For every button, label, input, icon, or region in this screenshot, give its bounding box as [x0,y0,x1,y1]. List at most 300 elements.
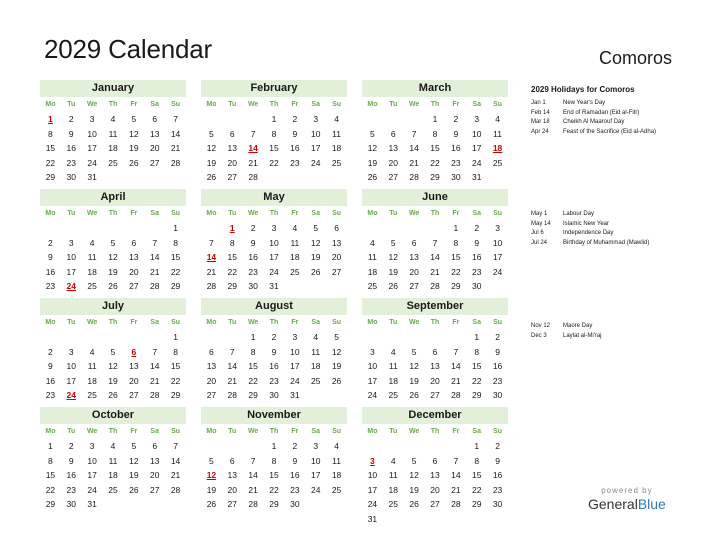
day-cell: 12 [409,361,419,371]
day-cell: 11 [332,128,341,139]
day-cell: 9 [474,237,480,248]
weekday-label: Sa [472,210,481,217]
day-cell: 19 [129,143,139,153]
month-february [201,80,347,185]
day-cell: 19 [129,470,139,480]
holiday-name: End of Ramadan (Eid al-Fitr) [563,109,640,116]
day-cell: 25 [108,157,118,168]
month-september [362,298,508,403]
day-cell: 30 [492,499,503,509]
day-cell: 26 [388,281,398,291]
month-march [362,80,508,185]
day-cell: 3 [89,114,95,124]
day-cell: 17 [87,470,97,480]
day-cell: 27 [129,390,139,400]
day-cell: 4 [110,441,116,451]
day-cell: 31 [471,172,482,182]
day-cell: 1 [48,441,53,451]
day-cell: 12 [367,143,378,153]
weekday-label: Sa [311,428,320,435]
holiday-date: Apr 24 [531,128,549,135]
day-cell: 29 [45,172,56,182]
day-cell: 10 [471,128,482,139]
weekday-label: Su [332,319,342,326]
empty-day-cell [362,221,383,236]
day-cell: 13 [430,470,440,480]
day-cell: 27 [206,390,217,400]
day-cell: 25 [310,375,321,386]
day-cell: 8 [229,237,235,248]
empty-day-cell [445,512,466,527]
day-cell: 26 [206,499,217,509]
day-cell: 9 [292,455,298,466]
day-cell: 2 [250,223,256,233]
day-cell: 9 [453,128,459,139]
day-cell: 3 [68,346,74,357]
day-cell: 10 [492,237,503,248]
day-cell: 14 [149,361,160,371]
day-cell: 11 [493,128,502,139]
week-row [40,170,186,185]
day-cell: 24 [367,390,378,400]
weekday-label: Fr [130,319,138,326]
holiday-group [531,99,656,137]
empty-day-cell [383,330,404,345]
empty-day-cell [82,330,103,345]
empty-day-cell [404,221,425,236]
day-cell: 18 [87,375,97,386]
week-row [201,497,347,512]
week-row [40,345,186,360]
empty-day-cell [165,497,186,512]
week-row [201,156,347,171]
week-row [201,345,347,360]
day-cell: 4 [89,346,95,357]
day-cell: 28 [170,157,181,168]
weekday-label: Tu [389,319,398,326]
day-cell: 12 [108,361,118,371]
empty-day-cell [201,221,222,236]
day-cell: 28 [451,499,461,509]
day-cell: 17 [471,143,482,153]
weekday-label: Mo [367,101,378,108]
empty-day-cell [326,279,347,294]
day-cell: 5 [313,223,319,233]
day-cell: 8 [173,346,178,357]
weekday-label: Sa [311,101,320,108]
day-cell: 7 [152,346,158,357]
weekday-header-row [362,97,508,112]
day-cell: 6 [411,237,417,248]
day-cell: 21 [170,143,181,153]
week-row [201,439,347,454]
day-cell: 15 [227,252,237,262]
day-cell: 5 [390,237,396,248]
week-row [201,359,347,374]
week-row [40,250,186,265]
holiday-day-cell: 1 [48,114,53,124]
day-cell: 16 [492,361,503,371]
holiday-entry [531,239,649,249]
day-cell: 4 [334,114,339,124]
day-cell: 10 [367,470,378,480]
weekday-label: Sa [150,210,159,217]
day-cell: 14 [451,470,461,480]
day-cell: 18 [388,484,398,495]
weekday-header-row [201,315,347,330]
weekday-label: Mo [206,101,217,108]
empty-day-cell [103,497,124,512]
day-cell: 10 [290,346,300,357]
day-cell: 21 [227,375,237,386]
day-cell: 29 [170,281,181,291]
day-cell: 6 [152,114,158,124]
day-cell: 1 [474,441,480,451]
day-cell: 16 [290,143,300,153]
day-cell: 23 [269,375,279,386]
day-cell: 19 [388,266,398,277]
day-cell: 13 [129,361,139,371]
day-cell: 15 [451,252,461,262]
week-row [362,439,508,454]
day-cell: 23 [290,157,300,168]
day-cell: 22 [45,157,56,168]
empty-day-cell [305,279,326,294]
day-cell: 7 [432,237,438,248]
weekday-label: Mo [367,428,378,435]
day-cell: 4 [292,223,298,233]
day-cell: 8 [173,237,178,248]
empty-day-cell [61,330,82,345]
day-cell: 16 [248,252,258,262]
week-row [201,374,347,389]
day-cell: 1 [173,332,178,342]
day-cell: 16 [45,375,56,386]
day-cell: 4 [390,455,396,466]
day-cell: 8 [48,455,53,466]
day-cell: 22 [430,157,440,168]
empty-day-cell [123,170,144,185]
day-cell: 10 [367,361,378,371]
day-cell: 23 [248,266,258,277]
day-cell: 21 [170,470,181,480]
day-cell: 15 [170,252,181,262]
day-cell: 17 [269,252,279,262]
page-title: 2029 Calendar [44,34,212,64]
week-row [40,497,186,512]
day-cell: 29 [269,499,279,509]
weekday-label: Mo [367,319,378,326]
country-name: Comoros [598,48,672,68]
weekday-label: Fr [130,210,138,217]
day-cell: 10 [87,455,97,466]
day-cell: 12 [108,252,118,262]
day-cell: 28 [451,390,461,400]
day-cell: 6 [390,128,396,139]
empty-day-cell [103,221,124,236]
day-cell: 6 [152,441,158,451]
empty-day-cell [383,112,404,127]
day-cell: 19 [206,157,217,168]
day-cell: 14 [430,252,440,262]
day-cell: 6 [229,128,235,139]
month-january [40,80,186,185]
holiday-day-cell: 18 [492,143,503,153]
week-row [40,468,186,483]
weekday-label: Th [269,428,279,435]
week-row [40,483,186,498]
empty-day-cell [425,221,446,236]
holiday-date: Feb 14 [531,109,550,116]
day-cell: 23 [492,375,503,386]
weekday-label: Fr [452,428,460,435]
holiday-name: Feast of the Sacrifice (Eid al-Adha) [563,128,657,135]
empty-day-cell [243,439,264,454]
day-cell: 13 [227,143,237,153]
weekday-label: Sa [150,101,159,108]
empty-day-cell [362,112,383,127]
weekday-label: Su [171,428,181,435]
empty-day-cell [222,112,243,127]
empty-day-cell [425,330,446,345]
empty-day-cell [487,512,508,527]
month-name: November [201,407,347,424]
empty-day-cell [222,330,243,345]
weekday-label: Th [108,210,118,217]
month-name: October [40,407,186,424]
day-cell: 16 [451,143,461,153]
day-cell: 28 [430,281,440,291]
week-row [201,250,347,265]
empty-day-cell [425,512,446,527]
week-row [362,388,508,403]
day-cell: 21 [206,266,217,277]
day-cell: 21 [248,157,258,168]
day-cell: 8 [453,237,459,248]
day-cell: 27 [331,266,342,277]
week-row [201,454,347,469]
weekday-header-row [201,206,347,221]
day-cell: 9 [271,346,277,357]
week-row [362,345,508,360]
day-cell: 15 [471,470,482,480]
day-cell: 9 [495,455,500,466]
day-cell: 17 [290,361,300,371]
day-cell: 19 [108,266,118,277]
day-cell: 21 [149,375,160,386]
day-cell: 22 [269,484,279,495]
empty-day-cell [326,170,347,185]
day-cell: 20 [388,157,398,168]
day-cell: 3 [495,223,500,233]
empty-day-cell [404,439,425,454]
day-cell: 22 [471,484,482,495]
day-cell: 25 [108,484,118,495]
day-cell: 26 [310,266,321,277]
day-cell: 29 [471,499,482,509]
day-cell: 25 [87,390,97,400]
day-cell: 25 [492,157,503,168]
empty-day-cell [305,388,326,403]
day-cell: 2 [453,114,459,124]
day-cell: 1 [250,332,256,342]
weekday-label: Mo [206,428,217,435]
day-cell: 7 [453,346,459,357]
day-cell: 16 [66,470,76,480]
weekday-label: Fr [291,428,299,435]
month-october [40,407,186,512]
week-row [201,330,347,345]
weekday-header-row [362,424,508,439]
week-row [201,483,347,498]
holiday-date: Jul 6 [531,230,544,236]
week-row [201,279,347,294]
weekday-label: Tu [228,319,237,326]
month-name: July [40,298,186,315]
day-cell: 9 [495,346,500,357]
day-cell: 27 [430,499,440,509]
empty-day-cell [103,330,124,345]
day-cell: 5 [209,455,214,466]
day-cell: 23 [66,484,76,495]
holiday-entry [531,220,649,230]
month-name: February [201,80,347,97]
week-row [40,236,186,251]
weekday-header-row [362,206,508,221]
day-cell: 2 [495,441,500,451]
day-cell: 11 [87,361,97,371]
day-cell: 15 [45,470,56,480]
empty-day-cell [487,279,508,294]
holiday-entry [531,128,656,138]
day-cell: 30 [471,281,482,291]
day-cell: 14 [170,128,181,139]
day-cell: 12 [310,237,321,248]
day-cell: 5 [411,346,417,357]
weekday-label: Fr [130,101,138,108]
day-cell: 22 [471,375,482,386]
day-cell: 31 [87,172,97,182]
day-cell: 23 [290,484,300,495]
day-cell: 21 [409,157,419,168]
weekday-label: We [247,101,259,108]
day-cell: 4 [89,237,95,248]
day-cell: 27 [430,390,440,400]
day-cell: 16 [66,143,76,153]
day-cell: 31 [87,499,97,509]
day-cell: 4 [495,114,500,124]
weekday-label: We [86,101,98,108]
day-cell: 25 [367,281,378,291]
weekday-header-row [201,424,347,439]
week-row [362,468,508,483]
day-cell: 2 [292,441,298,451]
day-cell: 20 [430,484,440,495]
day-cell: 13 [388,143,398,153]
day-cell: 28 [206,281,217,291]
month-name: September [362,298,508,315]
day-cell: 28 [227,390,237,400]
day-cell: 8 [271,128,277,139]
day-cell: 26 [409,499,419,509]
holiday-entry [531,109,656,119]
empty-day-cell [404,112,425,127]
week-row [362,483,508,498]
day-cell: 13 [430,361,440,371]
day-cell: 6 [229,455,235,466]
weekday-label: Mo [45,428,56,435]
holiday-name: New Year's Day [563,100,606,106]
day-cell: 6 [131,237,137,248]
weekday-label: Th [269,101,279,108]
holiday-day-cell: 6 [131,346,137,357]
day-cell: 14 [149,252,160,262]
day-cell: 11 [368,252,377,262]
day-cell: 3 [68,237,74,248]
weekday-label: Su [493,319,503,326]
day-cell: 27 [129,281,139,291]
empty-day-cell [445,439,466,454]
day-cell: 11 [388,470,398,480]
empty-day-cell [487,170,508,185]
empty-day-cell [362,439,383,454]
empty-day-cell [404,512,425,527]
holiday-name: Islamic New Year [563,220,610,227]
day-cell: 26 [409,390,419,400]
day-cell: 22 [170,375,181,386]
day-cell: 2 [292,114,298,124]
day-cell: 12 [388,252,398,262]
weekday-label: We [408,101,420,108]
day-cell: 25 [388,390,398,400]
weekday-label: Sa [472,428,481,435]
month-name: December [362,407,508,424]
weekday-label: Mo [45,319,56,326]
weekday-label: Mo [206,319,217,326]
weekday-label: Mo [367,210,378,217]
week-row [362,374,508,389]
day-cell: 4 [370,237,375,248]
holiday-name: Birthday of Muhammad (Mawlid) [563,239,650,246]
week-row [362,330,508,345]
weekday-label: Tu [389,428,398,435]
day-cell: 24 [87,157,97,168]
day-cell: 26 [206,172,217,182]
holiday-name: Cheikh Al Maarouf Day [563,119,625,125]
weekday-label: Su [332,210,342,217]
day-cell: 7 [209,237,214,248]
empty-day-cell [445,330,466,345]
month-june [362,189,508,294]
weekday-label: Th [269,319,279,326]
empty-day-cell [123,221,144,236]
holiday-name: Independence Day [563,230,614,236]
day-cell: 15 [430,143,440,153]
day-cell: 18 [331,143,342,153]
day-cell: 6 [209,346,214,357]
day-cell: 17 [492,252,503,262]
day-cell: 27 [227,499,237,509]
day-cell: 31 [367,513,378,524]
weekday-header-row [40,315,186,330]
day-cell: 7 [173,441,178,451]
day-cell: 29 [227,281,237,291]
day-cell: 24 [310,157,321,168]
weekday-label: Sa [150,319,159,326]
day-cell: 11 [108,455,118,466]
day-cell: 27 [409,281,419,291]
day-cell: 25 [87,281,97,291]
